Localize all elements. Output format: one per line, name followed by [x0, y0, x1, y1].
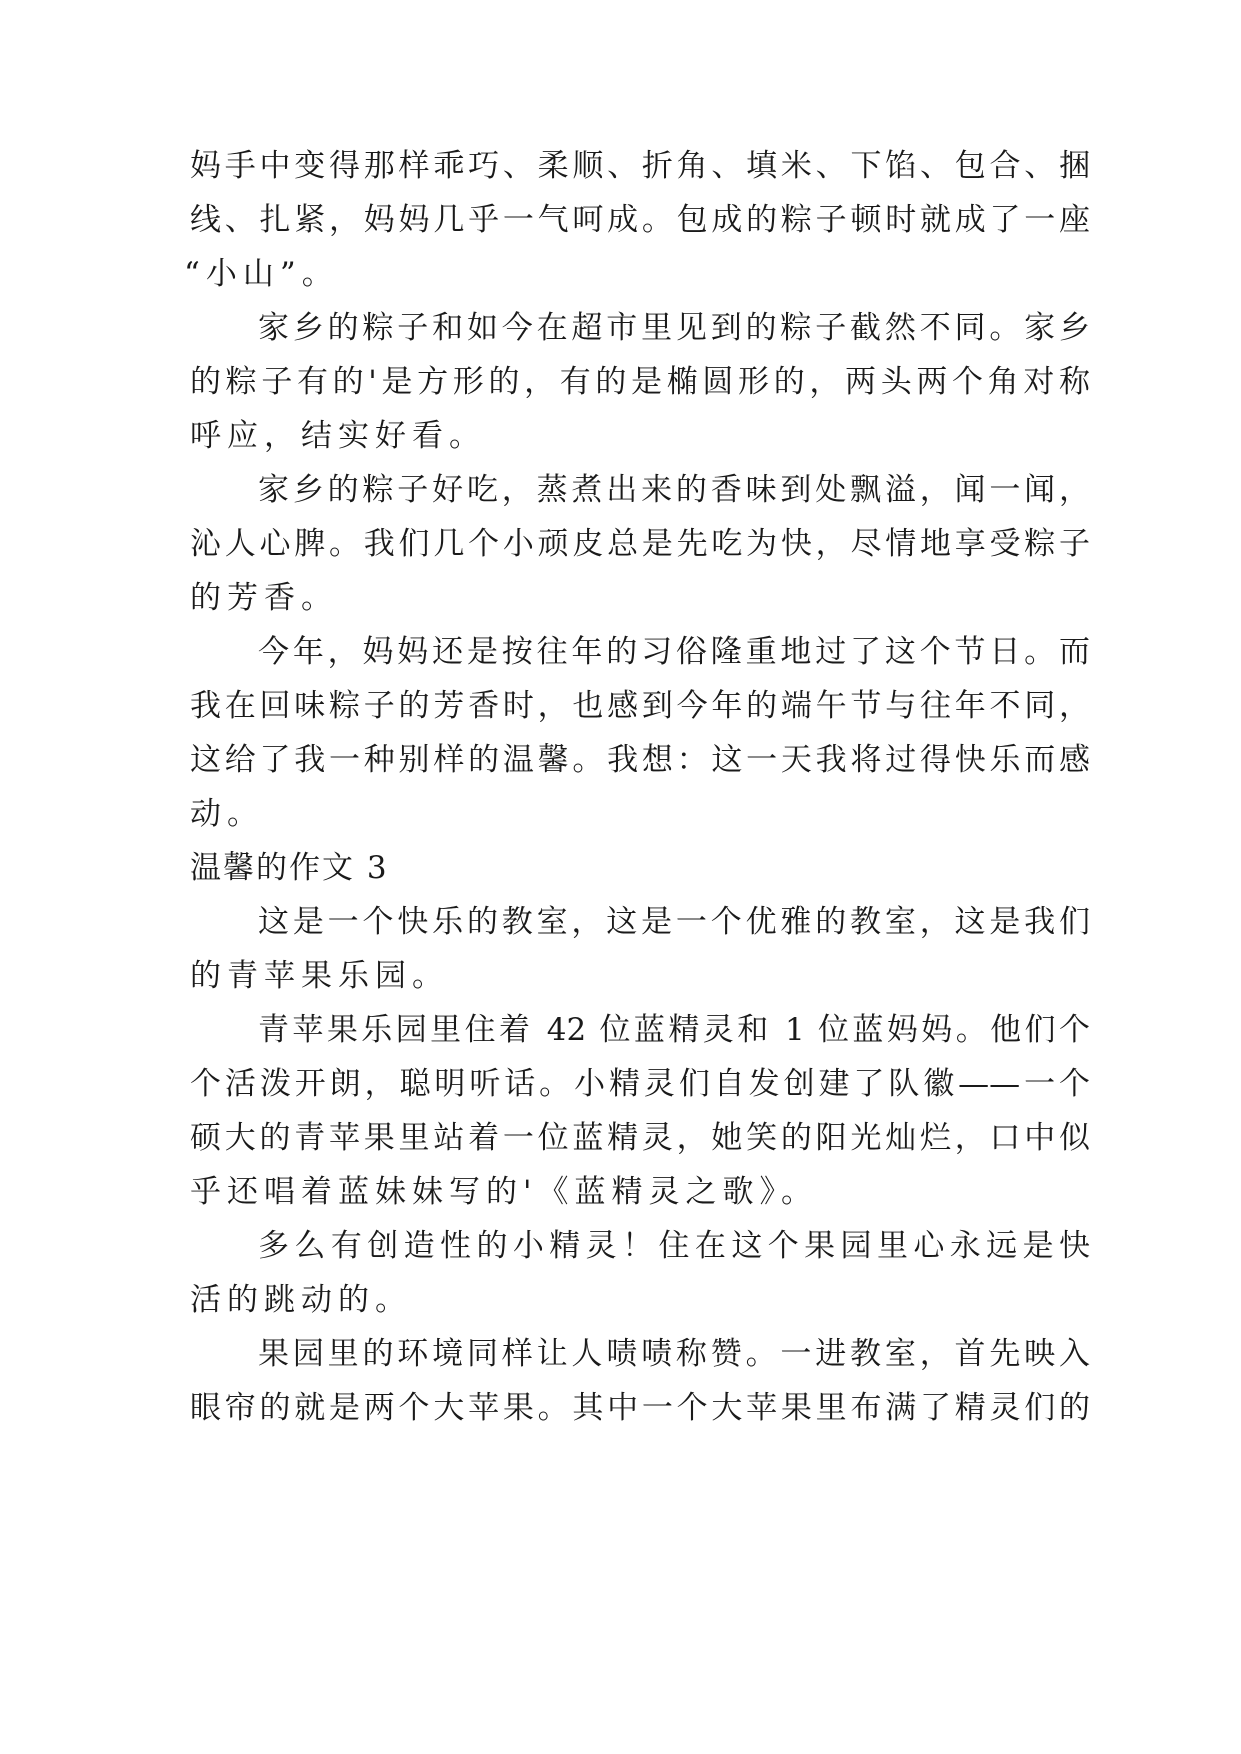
text-line: 的芳香。	[190, 580, 338, 616]
text-line: 的粽子有的'是方形的，有的是椭圆形的，两头两个角对称	[190, 364, 1090, 400]
text-line: 呼应，结实好看。	[190, 418, 486, 454]
text-line: 个活泼开朗，聪明听话。小精灵们自发创建了队徽——一个	[190, 1066, 1090, 1102]
text-line: 的青苹果乐园。	[190, 958, 449, 994]
text-line: 这给了我一种别样的温馨。我想：这一天我将过得快乐而感	[190, 742, 1090, 778]
text-line: 线、扎紧，妈妈几乎一气呵成。包成的粽子顿时就成了一座	[190, 202, 1090, 238]
section-heading: 温馨的作文 3	[190, 850, 389, 886]
text-line: 活的跳动的。	[190, 1282, 412, 1318]
text-line: 眼帘的就是两个大苹果。其中一个大苹果里布满了精灵们的	[190, 1390, 1090, 1426]
text-line: 乎还唱着蓝妹妹写的'《蓝精灵之歌》。	[190, 1174, 819, 1210]
paragraph-first-line: 果园里的环境同样让人啧啧称赞。一进教室，首先映入	[258, 1336, 1090, 1372]
paragraph-first-line: 这是一个快乐的教室，这是一个优雅的教室，这是我们	[258, 904, 1090, 940]
paragraph-first-line: 青苹果乐园里住着 42 位蓝精灵和 1 位蓝妈妈。他们个	[258, 1012, 1090, 1048]
text-line: 我在回味粽子的芳香时，也感到今年的端午节与往年不同，	[190, 688, 1090, 724]
text-line: 动。	[190, 796, 264, 832]
paragraph-first-line: 家乡的粽子和如今在超市里见到的粽子截然不同。家乡	[258, 310, 1090, 346]
text-line: 妈手中变得那样乖巧、柔顺、折角、填米、下馅、包合、捆	[190, 148, 1090, 184]
paragraph-first-line: 多么有创造性的小精灵！住在这个果园里心永远是快	[258, 1228, 1090, 1264]
text-line: “小山”。	[184, 256, 339, 292]
paragraph-first-line: 家乡的粽子好吃，蒸煮出来的香味到处飘溢，闻一闻，	[258, 472, 1090, 508]
text-line: 沁人心脾。我们几个小顽皮总是先吃为快，尽情地享受粽子	[190, 526, 1090, 562]
text-line: 硕大的青苹果里站着一位蓝精灵，她笑的阳光灿烂，口中似	[190, 1120, 1090, 1156]
paragraph-first-line: 今年，妈妈还是按往年的习俗隆重地过了这个节日。而	[258, 634, 1090, 670]
